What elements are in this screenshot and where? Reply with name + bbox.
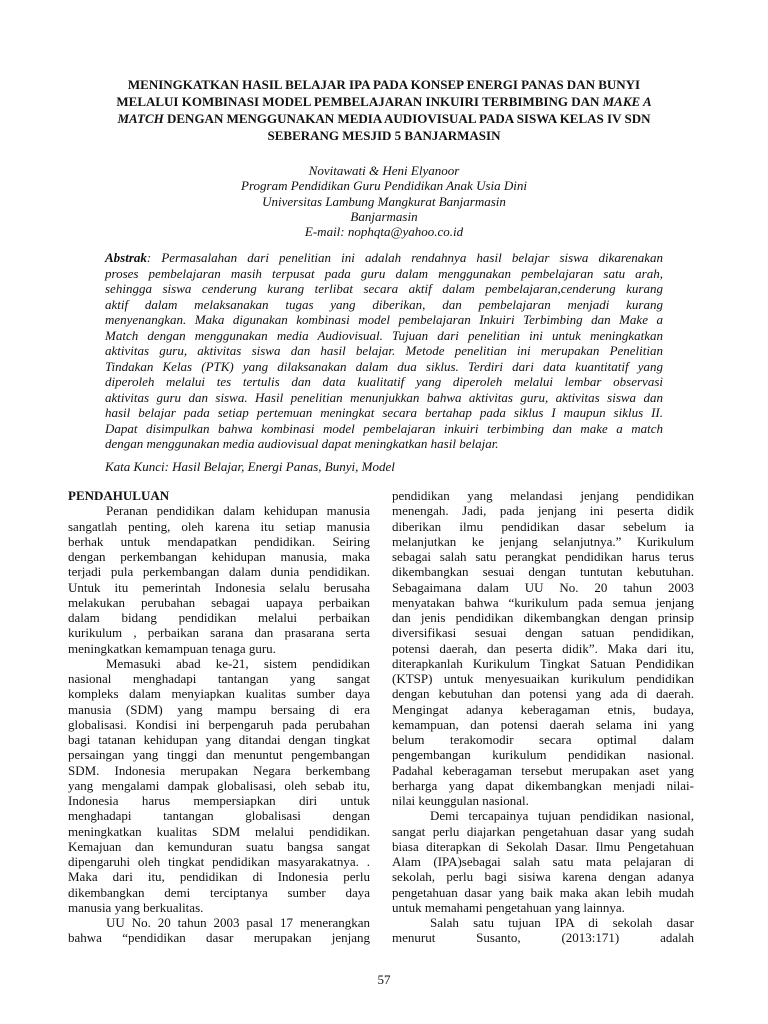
paper-title	[78, 76, 690, 144]
abstract-line: Dapat disimpulkan bahwa kombinasi model pembelajaran inkuiri terbimbing dan make a match	[105, 420, 663, 436]
body-line: melakukan perubahan sebagai uapaya perbaikan	[68, 594, 370, 610]
abstract-line: Match dengan menggunakan media Audiovisual. Tujuan dari penelitian ini untuk meningkatkan	[105, 327, 663, 343]
abstract-line: diperoleh melalui tes tertulis dan data kualitatif yang diperoleh melalui lembar observasi	[105, 374, 663, 389]
body-line: berharga yang dapat dikembangkan menjadi nilai-	[392, 777, 694, 793]
body-line: Salah satu tujuan IPA di sekolah dasar	[430, 915, 694, 930]
body-line: persaingan yang tinggi dan menuntut pengembangan	[68, 747, 370, 763]
abstract	[105, 250, 663, 452]
body-line: diversifikasi sesuai dengan satuan pendidikan,	[392, 625, 694, 641]
body-line: terjadi pula perkembangan dalam dunia pendidikan.	[68, 564, 370, 580]
body-line: dikembangkan sesuai dengan tuntutan kebutuhan.	[392, 564, 694, 580]
body-line: diberikan ilmu pendidikan dasar sebelum ia	[392, 518, 694, 534]
body-line: sebagai salah satu perangkat pendidikan harus terus	[392, 549, 694, 564]
body-line: menyatakan bahwa “kurikulum pada semua jenjang	[392, 594, 694, 610]
abstract-first-line: : Permasalahan dari penelitian ini adalah rendahnya hasil belajar siswa dikarenakan	[146, 250, 663, 265]
abstract-line: aktivitas guru, aktivitas siswa dan hasil belajar. Metode penelitian ini merupakan Penelitian	[105, 343, 663, 358]
section-heading: PENDAHULUAN	[68, 488, 170, 503]
title-line: MATCH DENGAN MENGGUNAKAN MEDIA AUDIOVISUAL PADA SISWA KELAS IV SDN	[117, 111, 651, 126]
abstract-line: sehingga siswa cenderung kurang terlibat secara aktif dalam pembelajaran,cenderung kurang	[105, 281, 663, 296]
abstract-line: hasil belajar pada setiap pertemuan meningkat secara bertahap pada siklus I maupun siklus II.	[105, 405, 663, 420]
body-line: globalisasi. Kondisi ini berpengaruh pada perubahan	[68, 716, 370, 732]
body-line: sekolah, perlu bagi sisiwa karena dengan adanya	[392, 869, 694, 885]
body-line: meningkatkan kemampuan tenaga guru.	[68, 640, 276, 656]
body-line: kompleks dalam menyiapkan kualitas sumber daya	[68, 686, 370, 702]
abstract-line: menyenangkan. Maka digunakan kombinasi model pembelajaran Inkuiri Terbimbing dan Make a	[105, 312, 663, 327]
body-line: Sebagaimana dalam UU No. 20 tahun 2003	[392, 579, 694, 595]
body-line: (KTSP) untuk menyesuaikan kurikulum pendidikan	[392, 671, 694, 686]
abstract-line: aktif dalam melaksanakan tugas yang diberikan, dan pembelajaran menjadi kurang	[105, 296, 663, 312]
body-line: melanjutkan ke jenjang selanjutnya.” Kurikulum	[392, 533, 694, 549]
body-line: pengembangan kurikulum pendidikan nasional.	[392, 747, 694, 763]
body-line: dengan perkembangan kehidupan manusia, maka	[68, 549, 370, 564]
body-line: dengan kebutuhan dan potensi yang ada di daerah.	[392, 686, 694, 702]
right-column	[392, 488, 694, 946]
author-names: Novitawati & Heni Elyanoor	[308, 163, 460, 178]
author-program: Program Pendidikan Guru Pendidikan Anak Usia Dini	[241, 178, 527, 194]
body-line: kemampuan, dan potensi daerah selama ini yang	[392, 716, 694, 732]
abstract-line: aktivitas guru dan siswa. Hasil penelitian menunjukkan bahwa aktivitas guru, aktivitas siswa dan	[105, 389, 663, 405]
body-line: SDM. Indonesia merupakan Negara berkembang	[68, 762, 370, 778]
body-line: dipengaruhi oleh tingkat pendidikan masyarakatnya. .	[68, 854, 370, 869]
author-university: Universitas Lambung Mangkurat Banjarmasin	[262, 193, 506, 209]
body-line: berhak untuk mendapatkan pendidikan. Seiring	[68, 533, 370, 549]
body-line: nilai keunggulan nasional.	[392, 793, 529, 808]
body-line: potensi daerah, dan peserta didik”. Maka dari itu,	[392, 640, 694, 656]
page-number: 57	[377, 972, 391, 987]
title-italic: MAKE A	[602, 94, 652, 109]
body-line: meningkatkan kualitas SDM melalui pendidikan.	[68, 823, 370, 839]
body-line: Mengingat adanya keberagaman etnis, budaya,	[392, 701, 694, 717]
abstract-line: dengan menggunakan media audiovisual dapat meningkatkan hasil belajar.	[105, 436, 499, 451]
abstract-line: proses pembelajaran masih terpusat pada guru dalam menggunakan pembelajaran satu arah,	[105, 265, 663, 281]
body-line: manusia (SDM) yang mampu bersaing di era	[68, 701, 370, 717]
body-line: menghadapi tantangan globalisasi dengan	[68, 808, 370, 824]
body-line: Kemajuan dan kemunduran suatu bangsa sangat	[68, 838, 370, 854]
body-line: kurikulum , perbaikan sarana dan prasarana serta	[68, 625, 370, 641]
author-block	[100, 163, 668, 239]
body-line: sangat perlu diajarkan pengetahuan dasar yang sudah	[392, 823, 694, 839]
body-line: untuk memahami pengetahuan yang lainnya.	[392, 899, 625, 915]
body-line: manusia yang berkualitas.	[68, 899, 204, 915]
body-line: belum terakomodir secara optimal dalam	[392, 732, 694, 747]
body-line: diterapkanlah Kurikulum Tingkat Satuan Pendidikan	[392, 655, 694, 671]
body-line: Padahal keberagaman tersebut merupakan aset yang	[392, 762, 694, 778]
keywords: Kata Kunci: Hasil Belajar, Energi Panas, Bunyi, Model	[105, 459, 395, 474]
body-line: dikembangkan demi terciptanya sumber daya	[68, 884, 370, 900]
left-column	[68, 488, 370, 946]
abstract-line: Tindakan Kelas (PTK) yang dilaksanakan dalam dua siklus. Terdiri dari data kuantitatif yang	[105, 358, 663, 374]
body-line: menurut Susanto, (2013:171) adalah	[392, 930, 694, 946]
abstract-line	[105, 250, 663, 266]
body-line: Alam (IPA)sebagai salah satu mata pelajaran di	[392, 854, 694, 869]
body-line: menengah. Jadi, pada jenjang ini peserta didik	[392, 503, 694, 519]
body-line: Memasuki abad ke-21, sistem pendidikan	[106, 655, 370, 671]
body-line: Untuk itu pemerintah Indonesia selalu berusaha	[68, 579, 370, 595]
author-city: Banjarmasin	[350, 208, 418, 224]
title-line: SEBERANG MESJID 5 BANJARMASIN	[267, 128, 501, 143]
title-italic: MATCH	[117, 111, 164, 126]
body-line: bahwa “pendidikan dasar merupakan jenjang	[68, 930, 370, 946]
author-email: E-mail: nophqta@yahoo.co.id	[304, 224, 464, 240]
title-line	[78, 93, 690, 110]
body-line: Peranan pendidikan dalam kehidupan manusia	[106, 503, 370, 519]
body-line: Demi tercapainya tujuan pendidikan nasional,	[430, 808, 694, 824]
body-line: Maka dari itu, pendidikan di Indonesia perlu	[68, 869, 370, 885]
title-line: MENINGKATKAN HASIL BELAJAR IPA PADA KONSEP ENERGI PANAS DAN BUNYI	[127, 77, 641, 92]
body-line: pendidikan yang melandasi jenjang pendidikan	[392, 488, 694, 503]
body-line: UU No. 20 tahun 2003 pasal 17 menerangkan	[106, 915, 370, 930]
body-line: pengetahuan dasar yang baik maka akan lebih mudah	[392, 884, 694, 900]
title-line-part: MELALUI KOMBINASI MODEL PEMBELAJARAN INKUIRI TERBIMBING DAN MAKE A	[116, 94, 652, 109]
body-line: dan jenis pendidikan dikembangkan dengan prinsip	[392, 610, 694, 625]
body-line: sangatlah penting, oleh karena itu setiap manusia	[68, 518, 370, 534]
body-line: dalam bidang pendidikan melalui perbaikan	[68, 610, 370, 625]
body-line: yang mengalami dampak globalisasi, oleh sebab itu,	[68, 777, 370, 793]
abstract-label: Abstrak	[105, 250, 147, 265]
body-line: bagi tatanan kehidupan yang ditandai dengan tingkat	[68, 732, 370, 747]
body-line: Indonesia harus mempersiapkan diri untuk	[68, 793, 370, 808]
body-line: biasa diterapkan di Sekolah Dasar. Ilmu Pengetahuan	[392, 838, 694, 854]
body-line: nasional menghadapi tantangan yang sangat	[68, 671, 370, 686]
